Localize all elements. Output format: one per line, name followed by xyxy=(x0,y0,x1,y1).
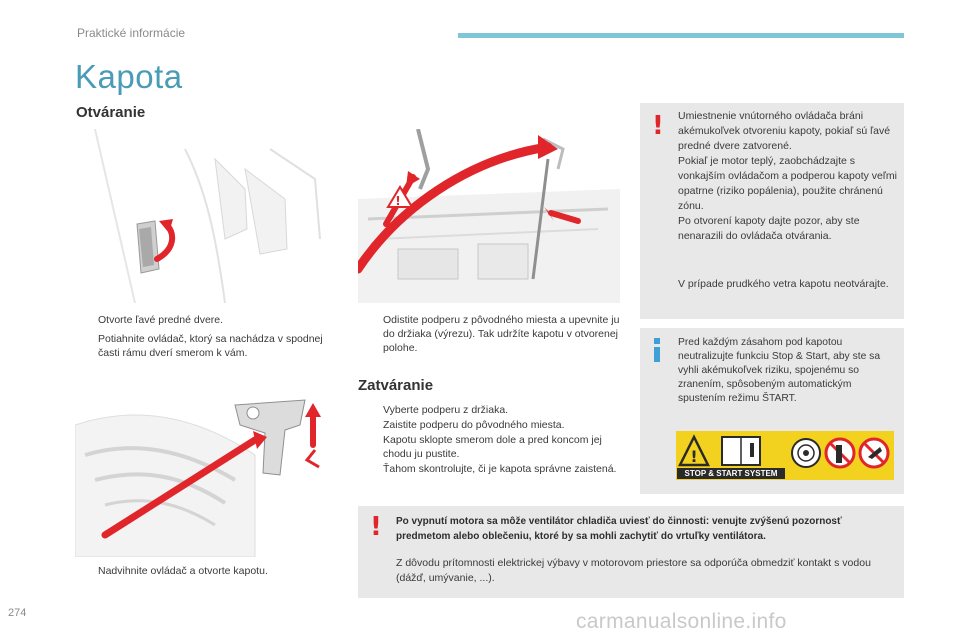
water-warning-text: Z dôvodu prítomnosti elektrickej výbavy v motorovom priestore sa odporúča obmedziť kontakt s vodou (dážď, umývanie, ...). xyxy=(396,557,871,584)
warning-wind-text: V prípade prudkého vetra kapotu neotvárajte. xyxy=(678,278,889,290)
info-icon xyxy=(653,338,661,362)
stop-start-label: STOP & START SYSTEM xyxy=(677,468,785,479)
list-item: Ťahom skontrolujte, či je kapota správne zaistená. xyxy=(383,463,617,475)
list-item: Odistite podperu z pôvodného miesta a upevnite ju do držiaka (výrezu). Tak udržíte kapotu v otvorenej polohe. xyxy=(383,314,620,354)
closing-steps xyxy=(362,403,624,477)
svg-text:!: ! xyxy=(690,447,698,466)
page-title: Kapota xyxy=(75,58,183,95)
list-item: Zaistite podperu do pôvodného miesta. xyxy=(383,419,565,431)
warning-exclamation-icon: ! xyxy=(652,111,664,141)
watermark: carmanualsonline.info xyxy=(576,610,787,633)
list-item: Potiahnite ovládač, ktorý sa nachádza v spodnej časti rámu dverí smerom k vám. xyxy=(98,333,323,359)
opening-bottom-step xyxy=(77,564,332,583)
list-item: Kapotu sklopte smerom dole a pred koncom jej chodu ju pustite. xyxy=(383,434,602,460)
header-accent-bar xyxy=(458,33,904,38)
svg-text:!: ! xyxy=(395,194,401,208)
fan-warning-text: Po vypnutí motora sa môže ventilátor chladiča uviesť do činnosti: venujte zvýšenú pozornosť predmetom alebo oblečeniu, ktoré by sa mohli zachytiť do vrtuľky ventilátora. xyxy=(396,516,842,542)
illustration-door-release xyxy=(75,129,337,303)
closing-heading: Zatváranie xyxy=(358,377,434,394)
list-item: Otvorte ľavé predné dvere. xyxy=(98,314,224,326)
warning-box xyxy=(640,103,904,319)
illustration-hood-prop xyxy=(358,129,620,303)
list-item: Nadvihnite ovládač a otvorte kapotu. xyxy=(98,565,268,577)
warning-text: Umiestnenie vnútorného ovládača bráni akémukoľvek otvoreniu kapoty, pokiaľ sú ľavé predné dvere zatvorené. Pokiaľ je motor teplý, zaobchádzajte s vonkajším ovládačom a podperou kapoty veľmi opatrne (riziko popálenia), použite chránenú zónu. Po otvorení kapoty dajte pozor, aby ste nenarazili do ovládača otvárania. xyxy=(678,110,898,242)
page-number: 274 xyxy=(8,607,27,619)
opening-middle-steps xyxy=(362,313,630,360)
opening-left-steps xyxy=(77,313,332,365)
section-label: Praktické informácie xyxy=(77,26,186,40)
warning-exclamation-icon: ! xyxy=(370,512,382,542)
list-item: Vyberte podperu z držiaka. xyxy=(383,404,509,416)
opening-heading: Otváranie xyxy=(76,104,146,121)
fan-warning-box xyxy=(358,506,904,598)
info-text: Pred každým zásahom pod kapotou neutralizujte funkciu Stop & Start, aby ste sa vyhli akémukoľvek riziku, spojenému so zranením, spôsobeným automatickým spustením režimu ŠTART. xyxy=(678,337,881,404)
illustration-hood-lever xyxy=(75,385,337,557)
